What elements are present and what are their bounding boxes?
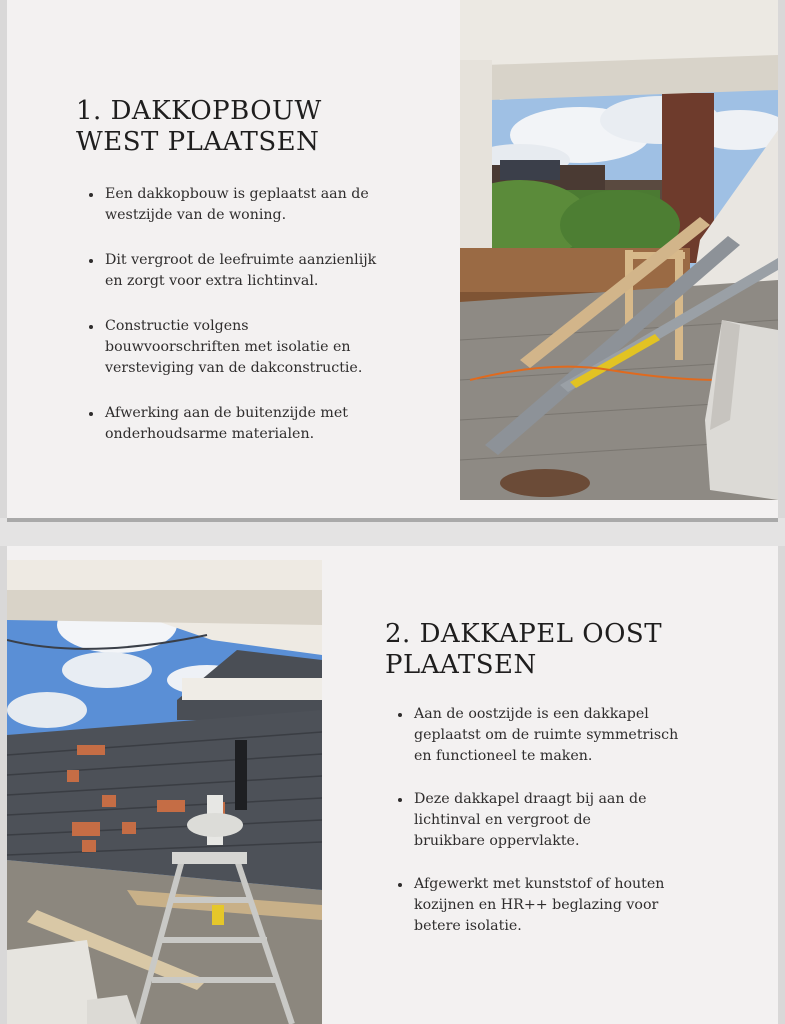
section-1-title [76, 96, 376, 158]
list-item: Dit vergroot de leefruimte aanzienlijk en zorgt voor extra lichtinval. [87, 250, 377, 292]
section-1-title-line-2: WEST PLAATSEN [76, 127, 320, 157]
list-item: Constructie volgens bouwvoorschriften met isolatie en versteviging van de dakconstructie. [87, 316, 367, 379]
page-divider [0, 518, 785, 546]
photo-dakkopbouw-west [460, 0, 778, 500]
section-2-title [385, 619, 685, 681]
list-item: Deze dakkapel draagt bij aan de lichtinval en vergroot de bruikbare oppervlakte. [396, 789, 664, 852]
list-item: Afgewerkt met kunststof of houten kozijnen en HR++ beglazing voor betere isolatie. [396, 874, 676, 937]
list-item: Een dakkopbouw is geplaatst aan de westzijde van de woning. [87, 184, 377, 226]
photo-dakkapel-oost [7, 560, 322, 1024]
list-item: Aan de oostzijde is een dakkapel geplaatst om de ruimte symmetrisch en functioneel te maken. [396, 704, 686, 767]
section-2-bullet-list [396, 704, 696, 961]
section-2-title-line-2: PLAATSEN [385, 650, 537, 680]
section-1-bullet-list [87, 184, 377, 469]
section-1-title-line-1: 1. DAKKOPBOUW [76, 96, 322, 126]
list-item: Afwerking aan de buitenzijde met onderhoudsarme materialen. [87, 403, 367, 445]
section-2-title-line-1: 2. DAKKAPEL OOST [385, 619, 663, 649]
